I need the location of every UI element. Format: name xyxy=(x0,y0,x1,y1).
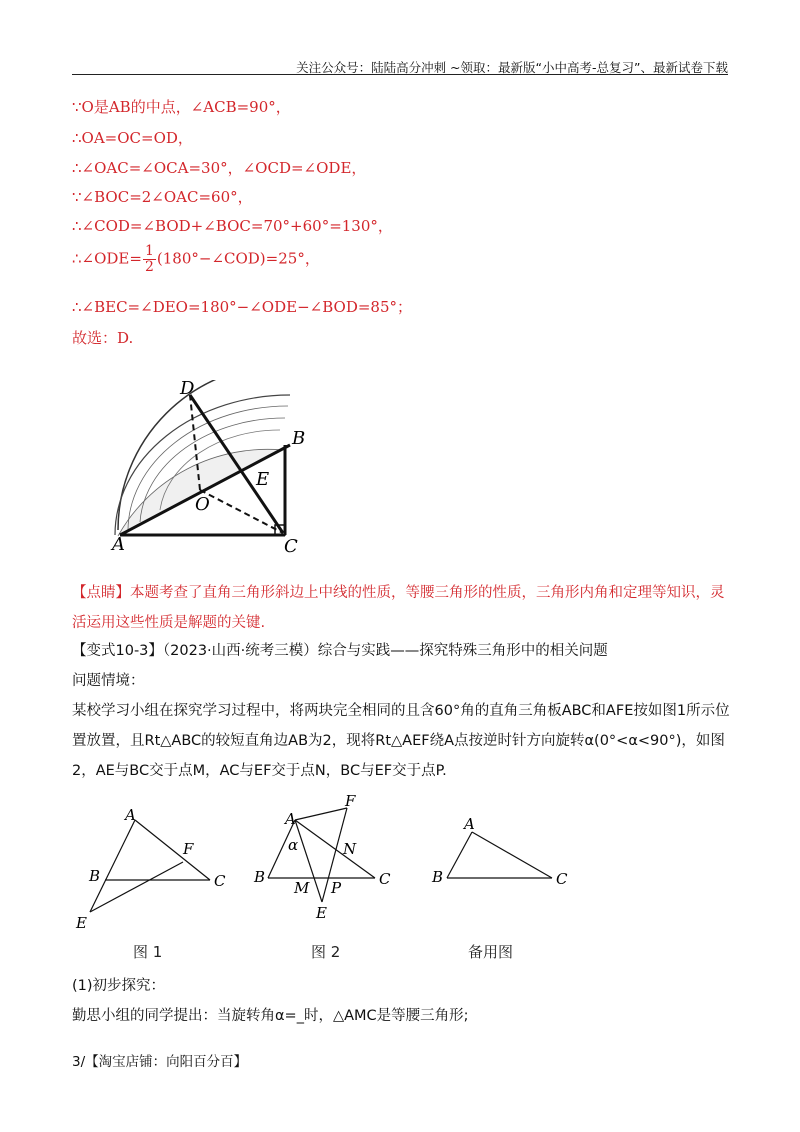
figure-1-caption: 图 1 xyxy=(133,943,163,961)
fig2-label-C: C xyxy=(379,870,391,888)
solution-line-6-end: (180°−∠COD)=25°， xyxy=(156,249,320,268)
fig3-label-A: A xyxy=(464,815,475,833)
fig3-label-B: B xyxy=(432,868,444,886)
triangle-figures xyxy=(0,790,800,960)
fraction-denominator: 2 xyxy=(144,259,154,275)
fig1-label-C: C xyxy=(214,872,226,890)
label-E: E xyxy=(256,469,270,490)
fig1-label-F: F xyxy=(183,840,194,858)
label-D: D xyxy=(180,380,195,399)
solution-line-4: ∵∠BOC=2∠OAC=60°， xyxy=(72,188,253,206)
page-footer: 3/【淘宝店铺：向阳百分百】 xyxy=(72,1054,248,1070)
backup-diagram xyxy=(431,815,568,888)
solution-line-2: ∴OA=OC=OD， xyxy=(72,129,193,147)
problem-body: 某校学习小组在探究学习过程中，将两块完全相同的且含60°角的直角三角板ABC和AFE按如图1所示位置放置，且Rt△ABC的较短直角边AB为2，现将Rt△AEF绕A点按逆时针方向旋转α(0°<α<90°)，如图2，AE与BC交于点M，AC与EF交于点N，BC与EF交于点P. xyxy=(72,703,730,779)
label-C: C xyxy=(284,536,298,557)
figure-2-diagram xyxy=(253,792,391,922)
backup-figure-caption: 备用图 xyxy=(468,943,514,961)
fig2-label-B: B xyxy=(254,868,266,886)
fig1-label-A: A xyxy=(125,806,136,824)
fig3-label-C: C xyxy=(556,870,568,888)
header-text: 关注公众号：陆陆高分冲刺 ~领取：最新版“小中高考-总复习”、最新试卷下载 xyxy=(296,60,728,75)
protractor-figure xyxy=(0,380,800,580)
solution-line-6 xyxy=(72,244,320,275)
solution-line-5: ∴∠COD=∠BOD+∠BOC=70°+60°=130°， xyxy=(72,217,393,235)
solution-line-6-start: ∴∠ODE= xyxy=(72,249,142,268)
key-point-comment: 【点睛】本题考查了直角三角形斜边上中线的性质，等腰三角形的性质，三角形内角和定理等知识，灵活运用这些性质是解题的关键. xyxy=(72,585,725,631)
fig2-label-F: F xyxy=(345,792,356,810)
question-1-text: 勤思小组的同学提出：当旋转角α=_时，△AMC是等腰三角形; xyxy=(72,1008,469,1024)
fig2-label-A: A xyxy=(285,810,296,828)
label-O: O xyxy=(195,494,210,515)
fig1-label-B: B xyxy=(89,867,101,885)
problem-title: 【变式10-3】（2023·山西·统考三模）综合与实践——探究特殊三角形中的相关问题 xyxy=(72,643,608,659)
fraction-numerator: 1 xyxy=(144,243,154,259)
solution-line-1: ∵O是AB的中点，∠ACB=90°， xyxy=(72,98,291,116)
fig1-label-E: E xyxy=(76,914,87,932)
label-B: B xyxy=(292,428,306,449)
solution-line-7: ∴∠BEC=∠DEO=180°−∠ODE−∠BOD=85°； xyxy=(72,298,412,316)
fig2-label-M: M xyxy=(294,879,310,897)
header-divider xyxy=(72,74,728,75)
solution-answer: 故选：D. xyxy=(72,329,134,347)
fig2-label-E: E xyxy=(316,904,327,922)
figure-2-caption: 图 2 xyxy=(311,943,341,961)
segment-OC xyxy=(200,490,283,533)
label-A: A xyxy=(112,534,125,555)
solution-line-3: ∴∠OAC=∠OCA=30°，∠OCD=∠ODE， xyxy=(72,159,367,177)
figure-1-diagram xyxy=(75,806,226,932)
problem-situation-label: 问题情境： xyxy=(72,673,145,689)
question-1-label: (1)初步探究： xyxy=(72,978,166,994)
segment-AB xyxy=(120,445,290,535)
fraction-one-half xyxy=(143,244,156,275)
fig2-label-N: N xyxy=(343,840,357,858)
fig2-label-P: P xyxy=(331,879,342,897)
fig2-label-alpha: α xyxy=(288,836,299,854)
